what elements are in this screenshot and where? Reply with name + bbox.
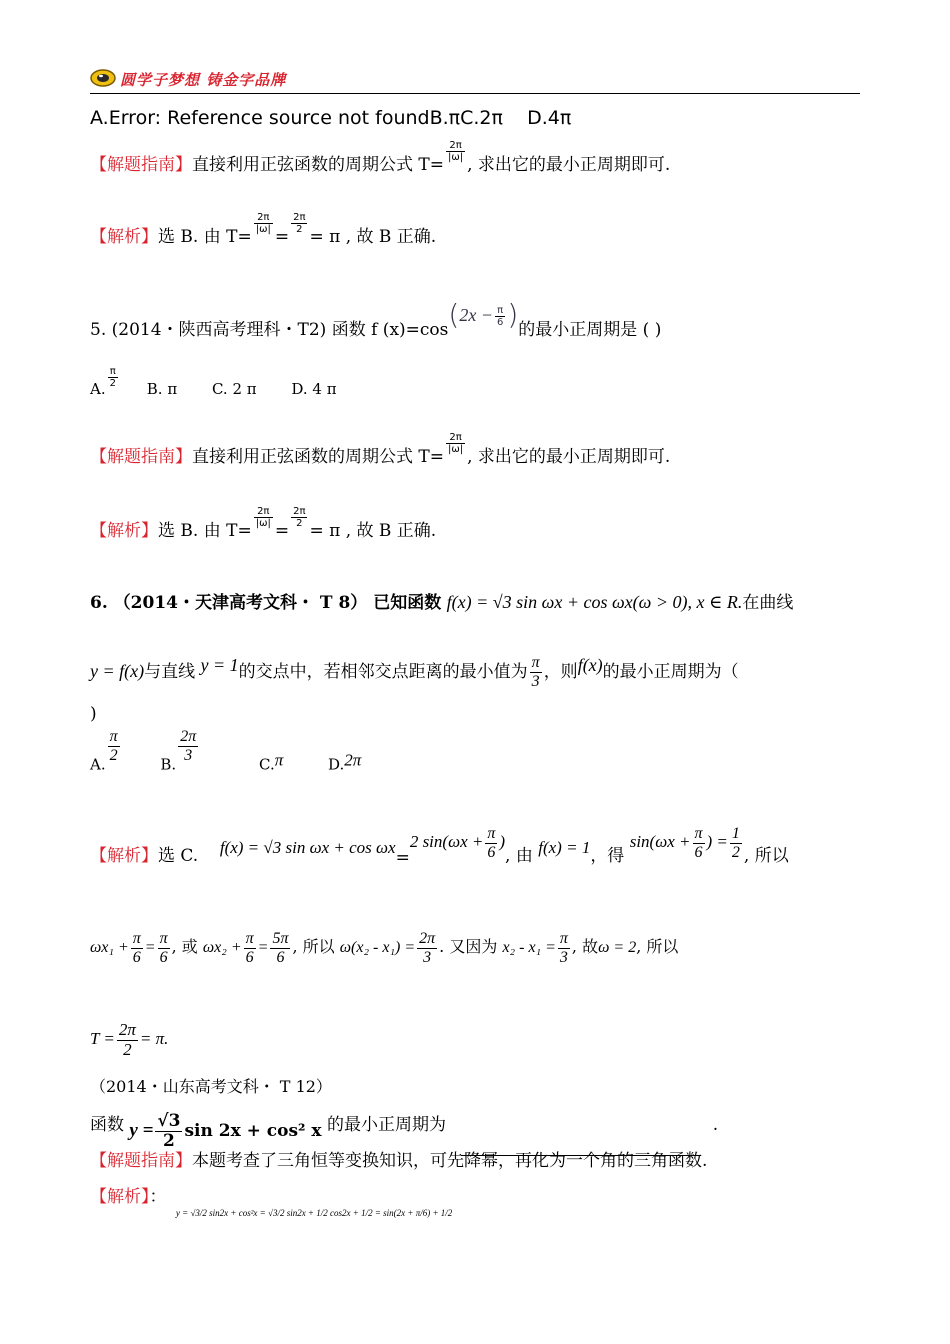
- q7-guide: [90, 1150, 707, 1172]
- q5-paren-inner: 2x −: [459, 305, 493, 325]
- text: , 或: [171, 937, 198, 956]
- q4-analysis: [90, 212, 436, 262]
- guide-frac-num: 2π: [446, 140, 465, 152]
- formula: f(x) = 1: [538, 838, 591, 857]
- formula: 2 sin(ωx +: [409, 832, 484, 851]
- frac-num: π: [132, 930, 141, 948]
- q7-analysis: [90, 1186, 452, 1226]
- guide-post: , 求出它的最小正周期即可.: [467, 155, 671, 175]
- q4-option-d: D.4π: [527, 107, 572, 129]
- frac-den: 3: [184, 746, 193, 764]
- frac-den: 6: [132, 948, 141, 966]
- guide-frac-den: |ω|: [448, 152, 464, 163]
- text: ，得: [590, 846, 625, 866]
- q5-option-c: C. 2 π: [211, 380, 257, 398]
- formula: f(x): [577, 655, 603, 675]
- frac-num: 2π: [293, 212, 306, 223]
- formula: f(x) = √3 sin ωx + cos ωx: [219, 838, 396, 857]
- q4-option-a: A.Error: Reference source not found: [90, 107, 430, 129]
- frac-num: 2π: [293, 506, 306, 517]
- formula: ω(x₂ - x₁) =: [339, 939, 416, 956]
- guide-tag: 【解题指南】: [90, 447, 192, 467]
- formula: y = 1: [200, 655, 239, 675]
- logo-icon: [90, 68, 116, 88]
- q6-stem-post: 在曲线: [742, 593, 794, 613]
- text: ，则: [543, 662, 578, 682]
- frac-num: π: [559, 930, 568, 948]
- q6-stem-line2: [90, 640, 739, 690]
- q7-stem: [90, 1100, 718, 1150]
- formula: x₂ - x₁ =: [502, 939, 556, 956]
- frac-den: 3: [423, 948, 432, 966]
- frac-num: π: [487, 825, 496, 842]
- guide-tag: 【解题指南】: [90, 1151, 192, 1171]
- formula: ) =: [706, 832, 728, 851]
- q6-analysis: [90, 805, 789, 879]
- q5-analysis: [90, 506, 436, 556]
- frac-num: π: [245, 930, 254, 948]
- text: , 所以: [636, 937, 679, 956]
- q6-stem-line3: ): [90, 704, 97, 724]
- frac-den: 6: [276, 948, 285, 966]
- formula: y =: [129, 1120, 154, 1141]
- analysis-post: = π , 故 B 正确.: [309, 227, 437, 247]
- q6-option-b: B.: [160, 755, 177, 774]
- analysis-tag: 【解析】: [90, 846, 158, 866]
- frac-num: π: [531, 654, 540, 672]
- q4-option-bc: B.πC.2π: [429, 107, 503, 129]
- formula: T =: [90, 1029, 115, 1048]
- analysis-post: = π , 故 B 正确.: [309, 521, 437, 541]
- option-value: π: [274, 750, 284, 770]
- frac-num: 1: [731, 825, 740, 842]
- header-rule: [90, 93, 860, 94]
- q5-options: [90, 366, 337, 410]
- q5-stem-post: 的最小正周期是 ( ): [518, 320, 662, 340]
- analysis-tag: 【解析】: [90, 227, 158, 247]
- guide-pre: 直接利用正弦函数的周期公式 T=: [192, 447, 444, 467]
- frac-den: 2: [109, 746, 118, 764]
- guide-post: , 求出它的最小正周期即可.: [467, 447, 671, 467]
- formula: ωx₁ +: [90, 939, 129, 956]
- text: 与直线: [144, 662, 196, 682]
- frac-num: 2π: [118, 1019, 136, 1039]
- header: [90, 64, 860, 94]
- frac-num: π: [495, 305, 505, 317]
- frac-den: 6: [496, 316, 504, 328]
- formula: sin(ωx +: [629, 832, 691, 851]
- frac-num: 5π: [272, 930, 289, 948]
- guide-tag: 【解题指南】: [90, 155, 192, 175]
- frac-num: 2π: [254, 212, 273, 224]
- frac-den: 2: [109, 378, 116, 389]
- analysis-pre: 选 B. 由 T=: [158, 521, 252, 541]
- q6-analysis-line3: [90, 1014, 168, 1064]
- paren: ): [499, 832, 506, 851]
- formula: ωx₂ +: [202, 939, 242, 956]
- frac-den: |ω|: [255, 224, 271, 235]
- guide-text: 本题考查了三角恒等变换知识，可先降幂，再化为一个角的三角函数.: [192, 1151, 708, 1171]
- frac-den: 2: [163, 1131, 175, 1151]
- q5-option-b: B. π: [146, 380, 178, 398]
- analysis-tag: 【解析】: [90, 1187, 150, 1207]
- frac-num: √3: [157, 1111, 181, 1132]
- frac-den: 2: [296, 224, 303, 235]
- frac-den: 6: [694, 843, 703, 861]
- text: , 所以: [292, 937, 335, 956]
- equals: =: [274, 227, 290, 247]
- text: 函数: [90, 1115, 124, 1135]
- text: .: [712, 1115, 719, 1135]
- q7-source: （2014・山东高考文科・ T 12）: [90, 1077, 332, 1096]
- text: 的最小正周期为: [326, 1115, 446, 1135]
- q5-guide: [90, 432, 670, 482]
- frac-den: 6: [245, 948, 254, 966]
- frac-num: π: [694, 825, 703, 842]
- text: . 又因为: [439, 937, 498, 956]
- q6-analysis-line2: [90, 915, 678, 979]
- q5-paren-expr: (2x − $\frac{\pi}{6}$ ): [448, 298, 519, 331]
- q5-option-a: A.: [90, 380, 106, 398]
- frac-den: 3: [559, 948, 568, 966]
- frac-den: 2: [123, 1039, 132, 1059]
- text: 的交点中，若相邻交点距离的最小值为: [238, 662, 528, 682]
- q6-option-c: C.: [259, 755, 275, 774]
- text: 的最小正周期为（: [602, 662, 739, 682]
- frac-num: 2π: [254, 506, 273, 518]
- q6-stem-pre: 6. （2014・天津高考文科・ T 8） 已知函数: [90, 593, 442, 613]
- q6-option-d: D.: [328, 755, 345, 774]
- formula: = π.: [139, 1029, 169, 1048]
- q5-option-d: D. 4 π: [291, 380, 337, 398]
- equals: =: [257, 939, 269, 956]
- header-title: 圆学子梦想 铸金字品牌: [120, 71, 287, 89]
- text: , 由: [505, 846, 533, 866]
- q4-guide: [90, 140, 670, 190]
- q5-stem: [90, 290, 661, 340]
- frac-den: 3: [531, 673, 540, 690]
- q4-options: [90, 106, 571, 130]
- formula: y = f(x): [90, 661, 145, 681]
- q5-stem-pre: 5. (2014・陕西高考理科・T2) 函数 f (x)=cos: [90, 320, 449, 340]
- frac-num: 2π: [180, 728, 197, 745]
- equals: =: [395, 848, 410, 868]
- option-value: 2π: [344, 750, 362, 770]
- frac-den: |ω|: [448, 444, 464, 455]
- frac-den: |ω|: [255, 518, 271, 529]
- frac-num: π: [159, 930, 168, 948]
- frac-num: π: [109, 728, 118, 745]
- frac-num: π: [108, 366, 118, 378]
- equals: =: [144, 939, 156, 956]
- q6-options: [90, 728, 361, 782]
- q6-option-a: A.: [90, 755, 106, 774]
- guide-pre: 直接利用正弦函数的周期公式 T=: [192, 155, 444, 175]
- equals: =: [274, 521, 290, 541]
- analysis-pre: 选 B. 由 T=: [158, 227, 252, 247]
- q6-formula: f(x) = √3 sin ωx + cos ωx(ω > 0), x ∈ R.: [446, 592, 743, 612]
- formula: ω = 2: [598, 939, 637, 956]
- frac-num: 2π: [419, 930, 436, 948]
- text: , 故: [571, 937, 599, 956]
- text: 选 C.: [158, 846, 199, 866]
- frac-den: 6: [159, 948, 168, 966]
- text: ：: [149, 1187, 167, 1207]
- q6-stem: [90, 588, 793, 616]
- frac-den: 2: [296, 518, 303, 529]
- frac-num: 2π: [446, 432, 465, 444]
- analysis-tag: 【解析】: [90, 521, 158, 541]
- formula: y = √3/2 sin2x + cos²x = √3/2 sin2x + 1/2 cos2x + 1/2 = sin(2x + π/6) + 1/2: [175, 1208, 453, 1218]
- frac-den: 6: [487, 843, 496, 861]
- text: , 所以: [743, 846, 789, 866]
- frac-den: 2: [731, 843, 740, 861]
- formula: sin 2x + cos² x: [184, 1121, 322, 1141]
